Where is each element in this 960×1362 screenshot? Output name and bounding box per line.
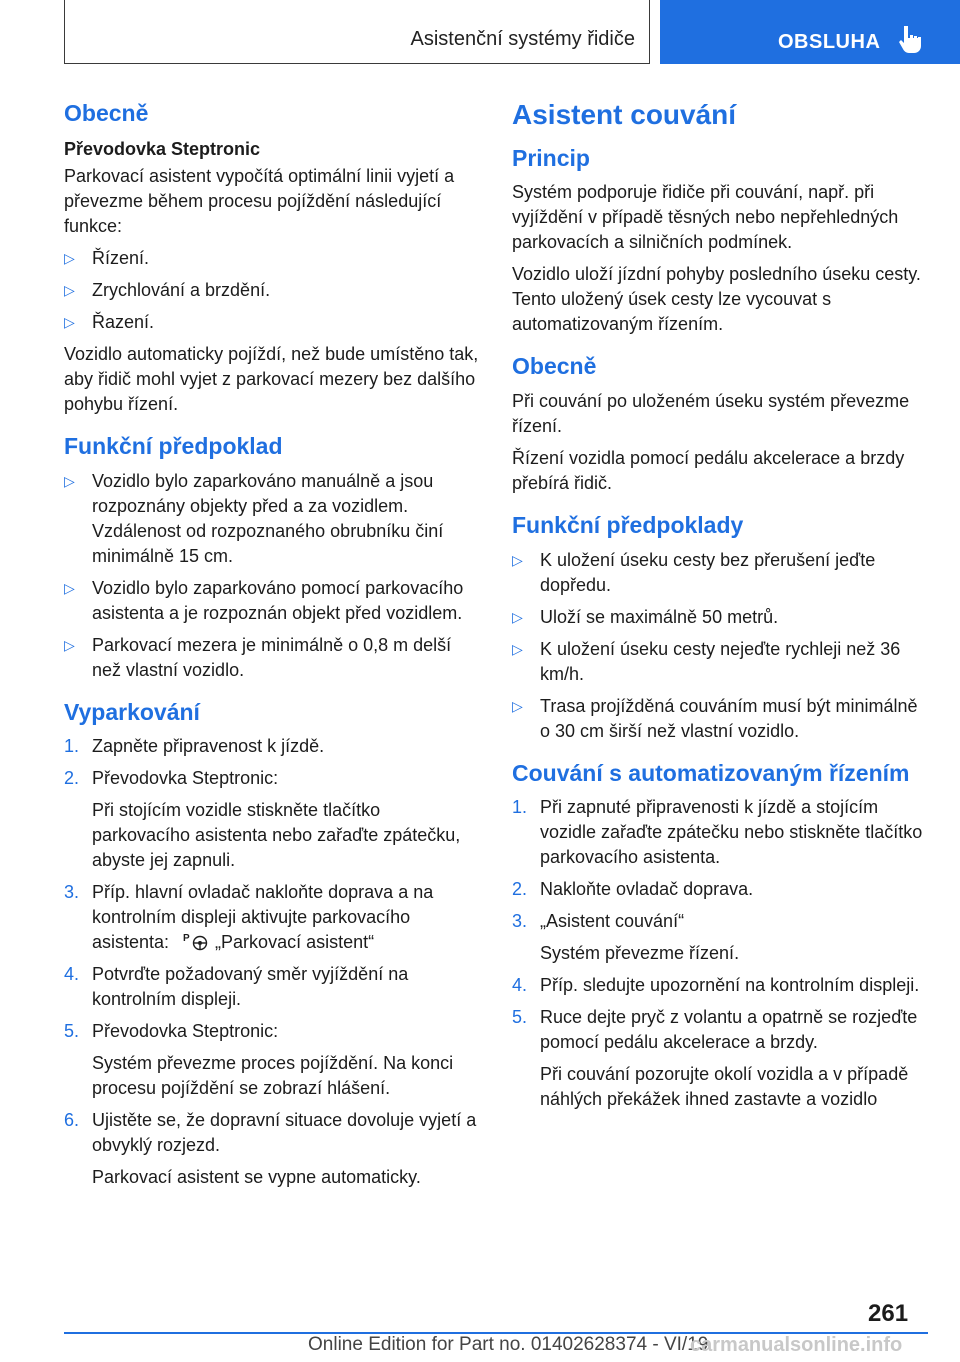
chapter-tab-label: OBSLUHA	[778, 31, 881, 53]
paragraph: Řízení vozidla pomocí pedálu akcelerace a brzdy přebírá řidič.	[512, 447, 905, 493]
heading-prerequisites: Funkční předpoklady	[512, 511, 744, 538]
paragraph: Vozidlo uloží jízdní pohyby posledního úseku cesty. Tento uložený úsek cesty lze vycouvat s automatizovaným řízením.	[512, 264, 921, 335]
list-item: ▷ Parkovací mezera je minimálně o 0,8 m delší než vlastní vozidlo.	[64, 633, 480, 683]
step-item: 5. Převodovka Steptronic:	[64, 1021, 279, 1042]
triangle-bullet-icon: ▷	[512, 608, 523, 625]
step-subtext: Při couvání pozorujte okolí vozidla a v případě náhlých překážek ihned zastavte a vozidlo	[540, 1064, 909, 1110]
paragraph: Parkovací asistent vypočítá optimální linii vyjetí a převezme během procesu pojíždění následující funkce:	[64, 165, 455, 236]
right-column	[512, 100, 928, 1119]
heading-general: Obecně	[512, 353, 597, 380]
heading-prerequisite: Funkční předpoklad	[64, 432, 283, 459]
triangle-bullet-icon: ▷	[512, 551, 523, 568]
step-item: 4. Potvrďte požadovaný směr vyjíždění na kontrolním displeji.	[64, 964, 409, 1010]
paragraph: Vozidlo automaticky pojíždí, než bude umístěno tak, aby řidič mohl vyjet z parkovací mezery bez dalšího pohybu řízení.	[64, 343, 479, 414]
triangle-bullet-icon: ▷	[512, 697, 523, 714]
edition-text: Online Edition for Part no. 01402628374 - VI/19	[308, 1334, 709, 1355]
left-column	[64, 100, 480, 1197]
paragraph: Při couvání po uloženém úseku systém převezme řízení.	[512, 390, 910, 436]
svg-text:P: P	[183, 933, 190, 945]
list-item: ▷ Řízení.	[64, 246, 480, 271]
list-item: ▷ K uložení úseku cesty nejeďte rychleji než 36 km/h.	[512, 637, 928, 687]
step-item: 1. Zapněte připravenost k jízdě.	[64, 736, 325, 757]
triangle-bullet-icon: ▷	[64, 313, 75, 330]
list-item: ▷ Vozidlo bylo zaparkováno pomocí parkovacího asistenta a je rozpoznán objekt před vozidlem.	[64, 576, 480, 626]
heading-automated-reversing: Couvání s automatizovaným řízením	[512, 759, 910, 786]
list-item: ▷ Trasa projížděná couváním musí být minimálně o 30 cm širší než vlastní vozidlo.	[512, 694, 928, 744]
heading-principle: Princip	[512, 144, 590, 171]
list-item: ▷ K uložení úseku cesty bez přerušení jeďte dopředu.	[512, 548, 928, 598]
main-heading-reversing-assistant: Asistent couvání	[512, 99, 737, 130]
watermark: carmanualsonline.info	[690, 1334, 903, 1356]
section-title: Asistenční systémy řidiče	[410, 28, 635, 50]
subheading-steptronic: Převodovka Steptronic	[64, 138, 261, 159]
heading-general: Obecně	[64, 100, 149, 126]
step-item: 2. Nakloňte ovladač doprava.	[512, 879, 754, 900]
step-item: 3. Příp. hlavní ovladač nakloňte doprava a na kontrolním displeji aktivujte parkovacího asistenta: P „Parkovací asistent“	[64, 882, 434, 953]
running-header	[64, 0, 650, 64]
step-item: 1. Při zapnuté připravenosti k jízdě a stojícím vozidle zařaďte zpátečku nebo stiskněte tlačítko parkovacího asistenta.	[512, 797, 923, 868]
triangle-bullet-icon: ▷	[512, 640, 523, 657]
page-number: 261	[868, 1300, 909, 1327]
triangle-bullet-icon: ▷	[64, 579, 75, 596]
triangle-bullet-icon: ▷	[64, 472, 75, 489]
step-item: 6. Ujistěte se, že dopravní situace dovoluje vyjetí a obvyklý rozjezd.	[64, 1110, 477, 1156]
step-item: 3. „Asistent couvání“	[512, 911, 685, 932]
list-item: ▷ Zrychlování a brzdění.	[64, 278, 480, 303]
list-item: ▷ Vozidlo bylo zaparkováno manuálně a jsou rozpoznány objekty před a za vozidlem. Vzdálenost od rozpoznaného obrubníku činí minimálně 15 cm.	[64, 469, 480, 569]
pointing-hand-icon	[898, 24, 924, 54]
step-item: 4. Příp. sledujte upozornění na kontrolním displeji.	[512, 975, 920, 996]
step-subtext: Systém převezme proces pojíždění. Na konci procesu pojíždění se zobrazí hlášení.	[92, 1053, 454, 1099]
step-item: 5. Ruce dejte pryč z volantu a opatrně se rozjeďte pomocí pedálu akcelerace a brzdy.	[512, 1007, 918, 1053]
chapter-tab	[660, 0, 960, 64]
parking-assistant-icon	[183, 931, 209, 951]
step-item: 2. Převodovka Steptronic:	[64, 768, 279, 789]
list-item: ▷ Řazení.	[64, 310, 480, 335]
step-subtext: Při stojícím vozidle stiskněte tlačítko parkovacího asistenta nebo zařaďte zpátečku, abyste jej zapnuli.	[92, 800, 461, 871]
paragraph: Systém podporuje řidiče při couvání, např. při vyjíždění v případě těsných nebo nepřehledných parkovacích a silničních podmínek.	[512, 182, 899, 253]
step-subtext: Systém převezme řízení.	[540, 943, 740, 964]
triangle-bullet-icon: ▷	[64, 249, 75, 266]
step-subtext: Parkovací asistent se vypne automaticky.	[92, 1167, 421, 1188]
list-item: ▷ Uloží se maximálně 50 metrů.	[512, 605, 928, 630]
triangle-bullet-icon: ▷	[64, 281, 75, 298]
triangle-bullet-icon: ▷	[64, 636, 75, 653]
heading-exit-parking: Vyparkování	[64, 698, 200, 725]
